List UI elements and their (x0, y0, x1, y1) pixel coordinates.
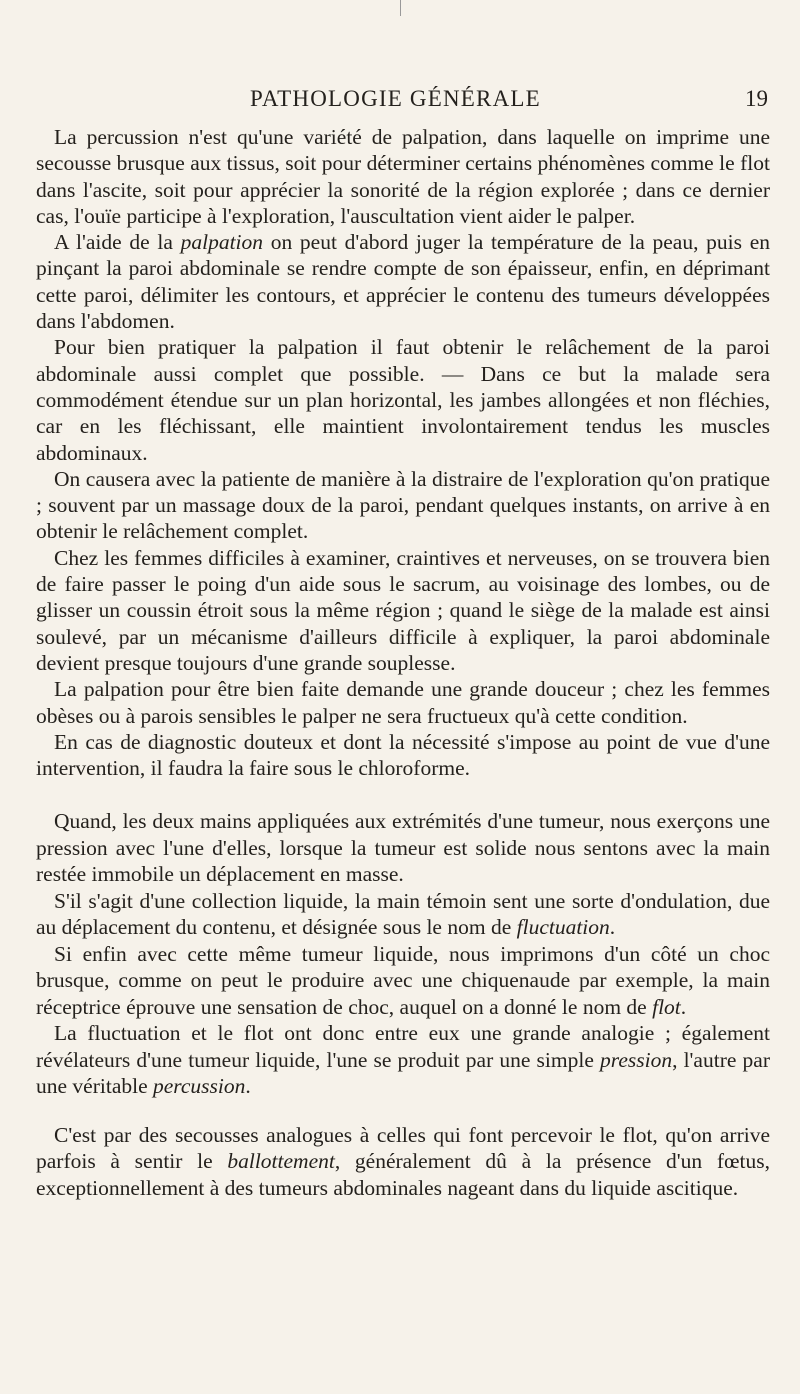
scan-mark (400, 0, 401, 16)
page-body (36, 124, 770, 1201)
page-number: 19 (745, 86, 768, 111)
paragraph-analogie: La fluctuation et le flot ont donc entre eux une grande analogie ; également révélateurs d'une tumeur liquide, l'une se produit par une simple pression, l'autre par une véritable percussion. (36, 1021, 770, 1099)
running-title: PATHOLOGIE GÉNÉRALE (250, 86, 541, 111)
paragraph-percussion: La percussion n'est qu'une variété de palpation, dans laquelle on imprime une secousse brusque aux tissus, soit pour déterminer certains phénomènes comme le flot dans l'ascite, soit pour apprécier la sonorité de la région explorée ; dans ce dernier cas, l'ouïe participe à l'exploration, l'auscultation vient aider le palper. (36, 125, 770, 228)
paragraph-palpation-intro: A l'aide de la palpation on peut d'abord juger la température de la peau, puis en pinçant la paroi abdominale se rendre compte de son épaisseur, enfin, en déprimant cette paroi, délimiter les contours, et apprécier le contenu des tumeurs développées dans l'abdomen. (36, 230, 770, 334)
paragraph-douceur: La palpation pour être bien faite demande une grande douceur ; chez les femmes obèses ou à parois sensibles le palper ne sera fructueux qu'à cette condition. (36, 677, 770, 728)
running-header (250, 86, 770, 116)
paragraph-chloroforme: En cas de diagnostic douteux et dont la nécessité s'impose au point de vue d'une intervention, il faudra la faire sous le chloroforme. (36, 729, 770, 781)
paragraph-flot: Si enfin avec cette même tumeur liquide, nous imprimons d'un côté un choc brusque, comme on peut le produire avec une chiquenaude par exemple, la main réceptrice éprouve une sensation de choc, auquel on a donné le nom de flot. (36, 941, 770, 1019)
paragraph-relachement: Pour bien pratiquer la palpation il faut obtenir le relâchement de la paroi abdominale aussi complet que possible. — Dans ce but la malade sera commodément étendue sur un plan horizontal, les jambes allongées et non fléchies, car en les fléchissant, elle maintient involontairement tendus les muscles abdominaux. (36, 335, 770, 465)
lower-section (36, 808, 770, 1201)
paragraph-femmes-difficiles: Chez les femmes difficiles à examiner, craintives et nerveuses, on se trouvera bien de faire passer le poing d'un aide sous le sacrum, au voisinage des lombes, ou de glisser un coussin étroit sous la même région ; quand le siège de la malade est ainsi soulevé, par un mécanisme d'ailleurs difficile à expliquer, la paroi abdominale devient presque toujours d'une grande souplesse. (36, 545, 770, 675)
paragraph-distraction: On causera avec la patiente de manière à la distraire de l'exploration qu'on pratique ; souvent par un massage doux de la paroi, pendant quelques instants, on arrive à en obtenir le relâchement complet. (36, 466, 770, 544)
paragraph-ballottement: C'est par des secousses analogues à celles qui font percevoir le flot, qu'on arrive parfois à sentir le ballottement, généralement dû à la présence d'un fœtus, exceptionnellement à des tumeurs abdominales nageant dans du liquide ascitique. (36, 1122, 770, 1200)
paragraph-deux-mains: Quand, les deux mains appliquées aux extrémités d'une tumeur, nous exerçons une pression avec l'une d'elles, lorsque la tumeur est solide nous sentons avec la main restée immobile un déplacement en masse. (36, 809, 770, 887)
paragraph-fluctuation: S'il s'agit d'une collection liquide, la main témoin sent une sorte d'ondulation, due au déplacement du contenu, et désignée sous le nom de fluctuation. (36, 888, 770, 940)
